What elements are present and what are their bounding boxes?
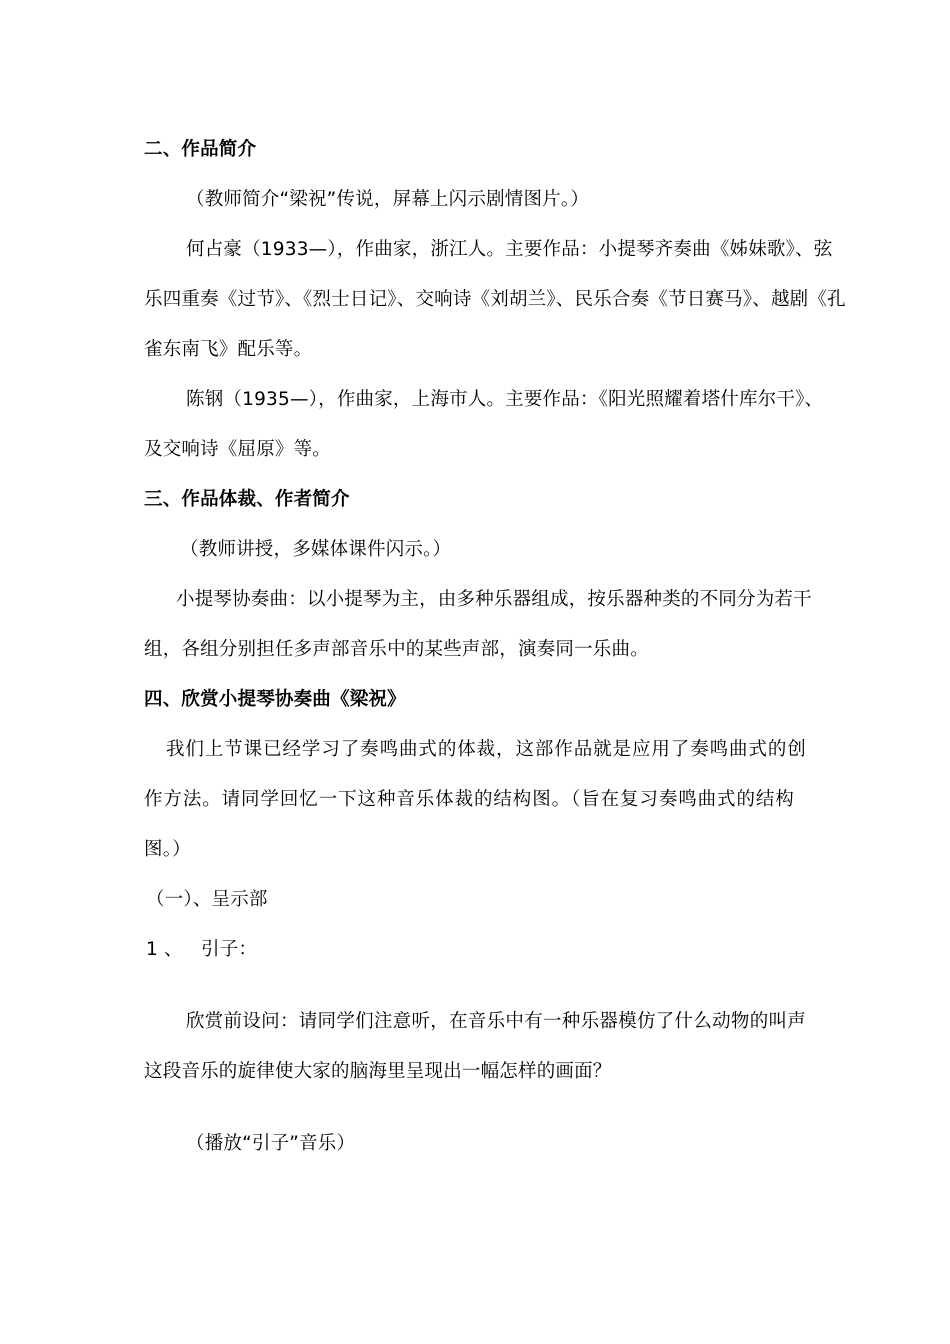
listening-question-line-2: 这段音乐的旋律使大家的脑海里呈现出一幅怎样的画面？ [144,1061,612,1082]
concerto-definition-line-1: 小提琴协奏曲：以小提琴为主，由多种乐器组成，按乐器种类的不同分为若干 [176,589,812,610]
play-music-note: （播放“引子”音乐） [186,1133,356,1154]
section-heading-appreciation: 四、欣赏小提琴协奏曲《梁祝》 [144,689,406,710]
sonata-review-line-2: 作方法。请同学回忆一下这种音乐体裁的结构图。（旨在复习奏鸣曲式的结构 [144,789,794,810]
composer-he-line-1: 何占豪（1933—），作曲家，浙江人。主要作品：小提琴齐奏曲《姊妹歌》、弦 [186,239,833,260]
teacher-note-lecture: （教师讲授，多媒体课件闪示。） [180,539,452,560]
teacher-note-legend: （教师简介“梁祝”传说，屏幕上闪示剧情图片。） [186,189,590,210]
composer-he-line-2: 乐四重奏《过节》、《烈士日记》、交响诗《刘胡兰》、民乐合奏《节日赛马》、越剧《孔 [144,289,846,310]
composer-chen-line-1: 陈钢（1935—），作曲家，上海市人。主要作品：《阳光照耀着塔什库尔干》、 [186,389,824,410]
sonata-review-line-3: 图。） [144,839,191,860]
subsection-exposition: （一）、呈示部 [146,889,268,910]
listening-question-line-1: 欣赏前设问：请同学们注意听，在音乐中有一种乐器模仿了什么动物的叫声 [186,1011,806,1032]
section-heading-intro: 二、作品简介 [144,139,257,160]
sonata-review-line-1: 我们上节课已经学习了奏鸣曲式的体裁，这部作品就是应用了奏鸣曲式的创 [166,739,806,760]
item-introduction: 1 、 引子： [146,939,258,960]
concerto-definition-line-2: 组，各组分别担任多声部音乐中的某些声部，演奏同一乐曲。 [144,639,649,660]
composer-chen-line-2: 及交响诗《屈原》等。 [144,439,332,460]
composer-he-line-3: 雀东南飞》配乐等。 [144,339,313,360]
section-heading-genre: 三、作品体裁、作者简介 [144,489,350,510]
